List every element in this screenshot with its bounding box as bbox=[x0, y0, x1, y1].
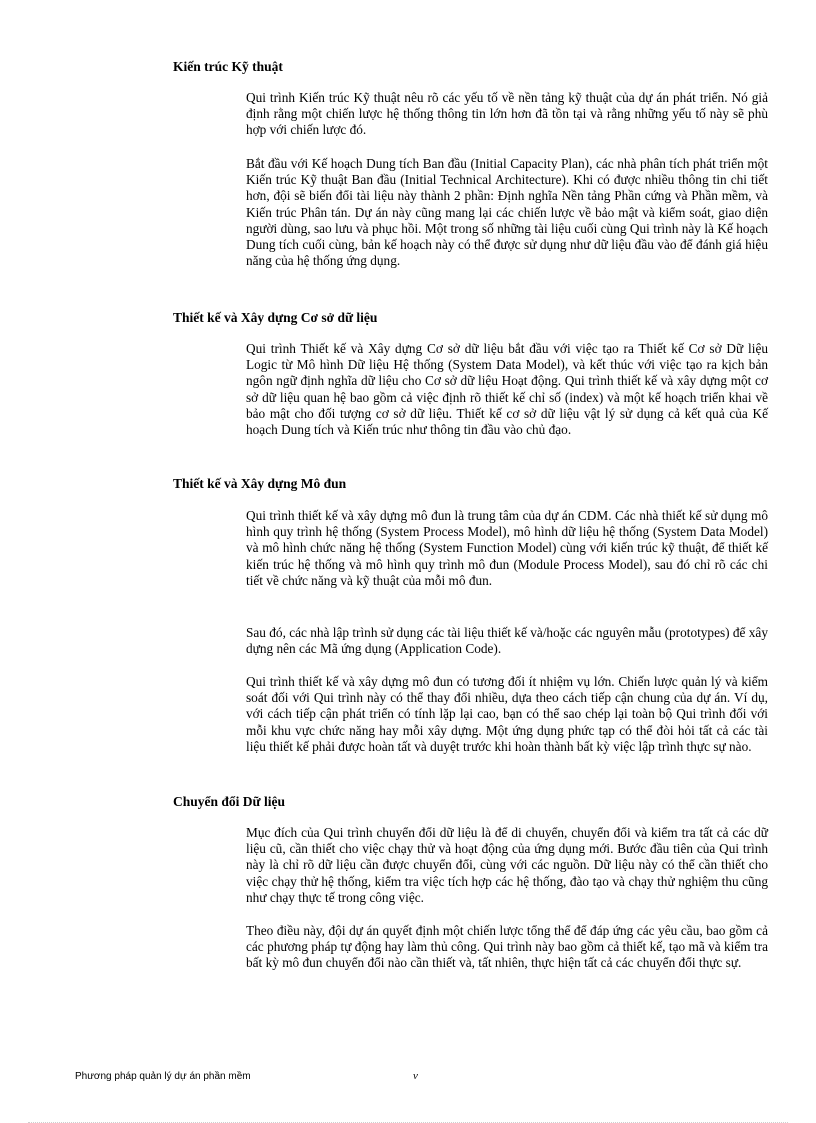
paragraph: Qui trình thiết kế và xây dựng mô đun là trung tâm của dự án CDM. Các nhà thiết kế sử dụng mô hình quy trình hệ thống (System Process Model), mô hình dữ liệu hệ thống (System Data Model) và mô hình chức năng hệ thống (System Function Model) cùng với kiến trúc kỹ thuật, để thiết kế kiến trúc hệ thống và mô hình quy trình mô đun (Module Process Model), sau đó chỉ rõ các chi tiết về chức năng và kỹ thuật của mỗi mô đun. bbox=[246, 508, 768, 588]
section-heading-module-design: Thiết kế và Xây dựng Mô đun bbox=[173, 476, 347, 491]
paragraph: Qui trình thiết kế và xây dựng mô đun có tương đối ít nhiệm vụ lớn. Chiến lược quản lý và kiểm soát đối với Qui trình này có thể thay đổi nhiều, dựa theo cách tiếp cận chung của dự án. Ví dụ, với cách tiếp cận phát triển có tính lặp lại cao, bạn có thể sao chép lại toàn bộ Qui trình đối với mỗi khu vực chức năng hay mỗi xây dựng. Một ứng dụng phức tạp có thể đòi hỏi tất cả các tài liệu thiết kế phải được hoàn tất và duyệt trước khi hoàn thành bất kỳ việc lập trình thực sự nào. bbox=[246, 674, 768, 754]
paragraph: Qui trình Kiến trúc Kỹ thuật nêu rõ các yếu tố về nền tảng kỹ thuật của dự án phát triển. Nó giả định rằng một chiến lược hệ thống thông tin lớn hơn đã tồn tại và rằng những yếu tố này sẽ phù hợp với chiến lược đó. bbox=[246, 90, 768, 138]
paragraph: Mục đích của Qui trình chuyển đổi dữ liệu là để di chuyển, chuyển đổi và kiểm tra tất cả các dữ liệu cũ, cần thiết cho việc chạy thử và hoạt động của ứng dụng mới. Bước đầu tiên của Qui trình này là chỉ rõ dữ liệu cần được chuyển đổi, cùng với các nguồn. Dữ liệu này có thể cần thiết cho việc chạy thử hệ thống, kiểm tra việc tích hợp các hệ thống, đào tạo và chạy thử nghiệm thu cũng như chạy thực tế trong công việc. bbox=[246, 825, 768, 905]
paragraph: Sau đó, các nhà lập trình sử dụng các tài liệu thiết kế và/hoặc các nguyên mẫu (prototypes) để xây dựng nên các Mã ứng dụng (Application Code). bbox=[246, 625, 768, 657]
paragraph: Qui trình Thiết kế và Xây dựng Cơ sở dữ liệu bắt đầu với việc tạo ra Thiết kế Cơ sở Dữ liệu Logic từ Mô hình Dữ liệu Hệ thống (System Data Model), và kết thúc với việc tạo ra kịch bản ngôn ngữ định nghĩa dữ liệu cho Cơ sở dữ liệu Hoạt động. Qui trình thiết kế và xây dựng một cơ sở dữ liệu quan hệ bao gồm cả việc định rõ thiết kế chỉ số (index) và một kế hoạch triển khai về bảo mật cho đối tượng cơ sở dữ liệu. Thiết kế cơ sở dữ liệu vật lý sử dụng cả kết quả của Kế hoạch Dung tích và Kiến trúc như thông tin đầu vào chủ đạo. bbox=[246, 341, 768, 438]
paragraph: Bắt đầu với Kế hoạch Dung tích Ban đầu (Initial Capacity Plan), các nhà phân tích phát triển một Kiến trúc Kỹ thuật Ban đầu (Initial Technical Architecture). Khi có được nhiều thông tin chi tiết hơn, đội sẽ biến đổi tài liệu này thành 2 phần: Định nghĩa Nền tảng Phần cứng và Phần mềm, và Kiến trúc Phân tán. Dự án này cũng mang lại các chiến lược về bảo mật và kiểm soát, giao diện người dùng, sao lưu và phục hồi. Một trong số những tài liệu cuối cùng Qui trình này là Kế hoạch Dung tích cuối cùng, bản kế hoạch này có thể được sử dụng như dữ liệu đầu vào để đánh giá hiệu năng của hệ thống ứng dụng. bbox=[246, 156, 768, 269]
section-heading-technical-architecture: Kiến trúc Kỹ thuật bbox=[173, 59, 283, 74]
paragraph: Theo điều này, đội dự án quyết định một chiến lược tổng thể để đáp ứng các yêu cầu, bao gồm cả các phương pháp tự động hay làm thủ công. Qui trình này bao gồm cả thiết kế, tạo mã và kiểm tra bất kỳ mô đun chuyển đổi nào cần thiết và, tất nhiên, thực hiện tất cả các chuyển đổi thực sự. bbox=[246, 923, 768, 971]
footer-title: Phương pháp quản lý dự án phần mềm bbox=[75, 1071, 251, 1082]
section-heading-data-conversion: Chuyển đổi Dữ liệu bbox=[173, 794, 286, 809]
section-heading-database-design: Thiết kế và Xây dựng Cơ sở dữ liệu bbox=[173, 310, 378, 325]
page-number: v bbox=[413, 1070, 418, 1082]
